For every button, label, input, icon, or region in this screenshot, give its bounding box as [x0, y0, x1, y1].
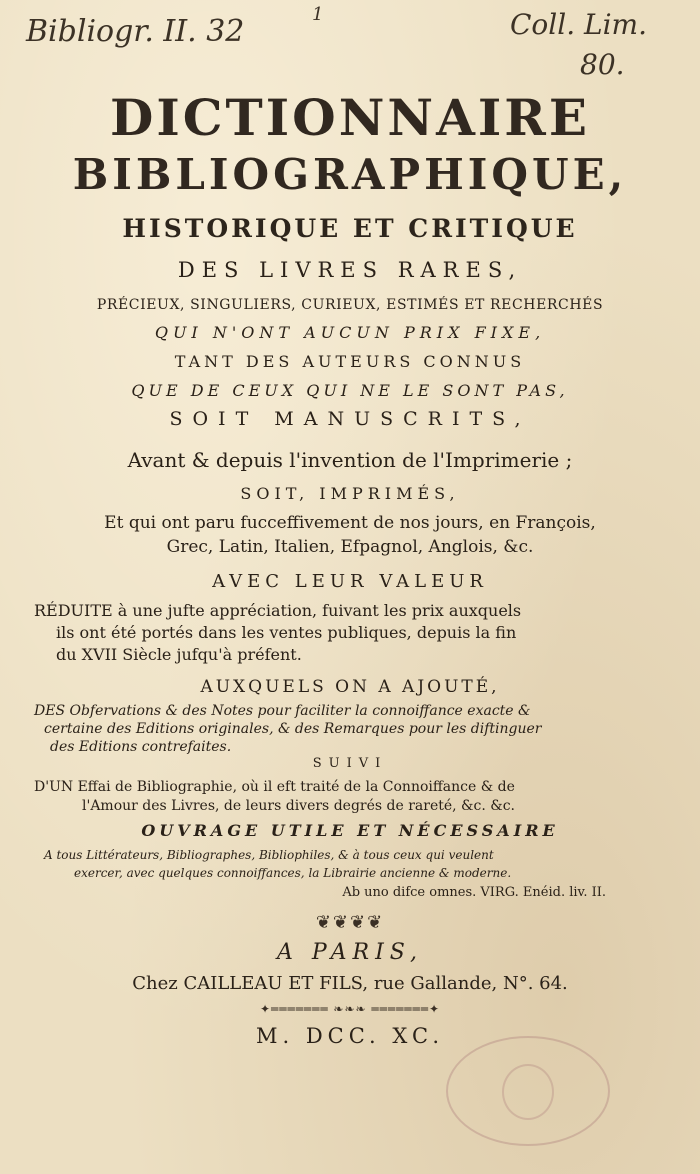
- ouvrage-line: A tous Littérateurs, Bibliographes, Bibliophiles, & à tous ceux qui veulent: [44, 848, 494, 862]
- subtitle-manuscrits: SOIT MANUSCRITS,: [169, 408, 531, 430]
- ajoute-line: des Editions contrefaites.: [50, 739, 232, 755]
- valeur-paragraph: [34, 600, 521, 666]
- valeur-line: du XVII Siècle jufqu'à préfent.: [56, 645, 302, 664]
- ajoute-line: DES Obfervations & des Notes pour faciliter la connoiffance exacte &: [34, 703, 531, 719]
- ouvrage-heading: OUVRAGE UTILE ET NÉCESSAIRE: [141, 821, 559, 840]
- subtitle-auteurs-connus: TANT DES AUTEURS CONNUS: [174, 352, 526, 371]
- subtitle-imprimes: SOIT, IMPRIMÉS,: [240, 484, 460, 503]
- handwritten-number: 80.: [580, 48, 625, 81]
- handwritten-shelfmark: Bibliogr. II. 32: [26, 14, 245, 49]
- subtitle-paru: Et qui ont paru fucceffivement de nos jours, en François,: [104, 513, 596, 533]
- suivi-heading: SUIVI: [312, 756, 388, 771]
- imprint-city: A PARIS,: [276, 940, 424, 965]
- subtitle-livres-rares: DES LIVRES RARES,: [177, 258, 523, 282]
- imprint-publisher: Chez CAILLEAU ET FILS, rue Gallande, N°. 64.: [132, 973, 568, 994]
- suivi-line: l'Amour des Livres, de leurs divers degrés de rareté, &c. &c.: [82, 798, 515, 814]
- ajoute-heading: AUXQUELS ON A AJOUTÉ,: [200, 677, 500, 697]
- ouvrage-line: exercer, avec quelques connoiffances, la Librairie ancienne & moderne.: [74, 866, 512, 880]
- subtitle-ceux-qui: QUE DE CEUX QUI NE LE SONT PAS,: [131, 381, 569, 400]
- valeur-line: ils ont été portés dans les ventes publiques, depuis la fin: [56, 623, 517, 642]
- ajoute-line: certaine des Editions originales, & des Remarques pour les diftinguer: [44, 721, 542, 737]
- handwritten-shelfmark-sup: 1: [312, 4, 324, 25]
- handwritten-collection: Coll. Lim.: [510, 8, 647, 41]
- title-line-dictionnaire: DICTIONNAIRE: [110, 88, 590, 147]
- fleuron-ornament: ❦❦❦❦: [315, 912, 385, 933]
- suivi-line: D'UN Effai de Bibliographie, où il eft traité de la Connoiffance & de: [34, 779, 515, 795]
- subtitle-precieux: PRÉCIEUX, SINGULIERS, CURIEUX, ESTIMÉS ET RECHERCHÉS: [96, 297, 604, 313]
- subtitle-historique: HISTORIQUE ET CRITIQUE: [122, 214, 578, 243]
- subtitle-langues: Grec, Latin, Italien, Efpagnol, Anglois, &c.: [166, 537, 534, 557]
- valeur-line: RÉDUITE à une jufte appréciation, fuivant les prix auxquels: [34, 601, 522, 620]
- title-line-bibliographique: BIBLIOGRAPHIQUE,: [72, 150, 628, 199]
- imprint-year: M. DCC. XC.: [255, 1024, 444, 1048]
- subtitle-imprimerie: Avant & depuis l'invention de l'Imprimerie ;: [127, 448, 573, 472]
- decorative-rule: ✦═══════ ❧❧❧ ═══════✦: [259, 1002, 441, 1016]
- library-stamp: [446, 1036, 610, 1146]
- ouvrage-paragraph: [44, 846, 511, 882]
- epigraph: Ab uno difce omnes. VIRG. Enéid. liv. II.: [342, 885, 606, 900]
- subtitle-prix-fixe: QUI N'ONT AUCUN PRIX FIXE,: [154, 323, 546, 342]
- ajoute-paragraph: [34, 702, 541, 756]
- subtitle-avec-valeur: AVEC LEUR VALEUR: [212, 571, 488, 592]
- suivi-paragraph: [34, 778, 515, 816]
